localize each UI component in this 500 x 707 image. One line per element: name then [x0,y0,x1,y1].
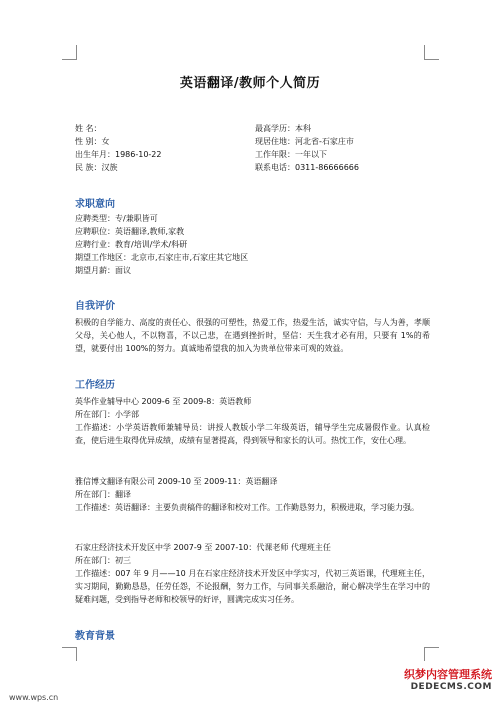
job-intent-block [75,212,430,277]
info-phone: 联系电话：0311-86666666 [255,163,359,172]
watermark-line2: DEDECMS.COM [410,682,492,692]
job-intent-line: 应聘行业：教育/培训/学术/科研 [75,240,188,249]
watermark-logo [388,668,492,692]
info-ethnicity: 民 族：汉族 [75,163,118,172]
section-title-job-intent: 求职意向 [75,199,115,210]
info-name: 姓 名： [75,124,102,133]
work-entry [75,541,430,606]
info-row [75,122,435,135]
work-dept: 所在部门：初三 [75,556,131,565]
job-intent-line: 应聘类型：专/兼职皆可 [75,214,158,223]
work-desc: 工作描述：英语翻译：主要负责稿件的翻译和校对工作。工作勤恳努力，积极进取，学习能力强。 [75,503,419,512]
job-intent-line: 期望月薪：面议 [75,266,131,275]
section-title-work: 工作经历 [75,380,115,391]
crop-mark-bottom-left [76,647,77,661]
info-residence: 现居住地：河北省-石家庄市 [255,137,354,146]
work-entry [75,475,430,514]
crop-mark-top-left [76,45,77,59]
crop-mark-bottom-right-h [424,647,439,648]
crop-mark-bottom-left-h [62,647,77,648]
work-entry [75,395,430,447]
work-heading: 英华作业辅导中心 2009-6 至 2009-8：英语教师 [75,397,252,406]
work-dept: 所在部门：翻译 [75,490,131,499]
crop-mark-top-left-h [62,59,77,60]
info-row [75,161,435,174]
work-dept: 所在部门：小学部 [75,410,139,419]
work-desc: 工作描述：007 年 9 月——10 月在石家庄经济技术开发区中学实习，代初三英语课，代理班主任，实习期间，勤勤恳恳，任劳任怨，不论报酬，努力工作，与同事关系融洽，耐心解决学生在学习中的疑难问题，受到指导老师和校领导的好评，圆满完成实习任务。 [75,569,430,604]
footer-url[interactable]: www.wps.cn [9,693,59,702]
crop-mark-top-right [424,45,425,59]
info-education: 最高学历：本科 [255,124,311,133]
work-heading: 石家庄经济技术开发区中学 2007-9 至 2007-10：代课老师 代理班主任 [75,543,331,552]
crop-mark-bottom-right [424,647,425,661]
self-eval-text: 积极的自学能力、高度的责任心、很强的可塑性，热爱工作，热爱生活，诚实守信，与人为善，孝顺父母，关心他人，不以物喜，不以己悲，在遇到挫折时，坚信：天生我才必有用，只要有 1%的希望，就要付出 100%的努力。真诚地希望我的加入为贵单位带来可观的效益。 [75,318,430,353]
basic-info [75,122,435,174]
crop-mark-top-right-h [424,59,439,60]
info-gender: 性 别：女 [75,137,110,146]
section-title-self-eval: 自我评价 [75,301,115,312]
watermark-line1: 织梦内容管理系统 [404,668,492,681]
page-title: 英语翻译/教师个人简历 [179,76,321,91]
job-intent-line: 应聘职位：英语翻译,教师,家教 [75,227,185,236]
info-row [75,135,435,148]
info-birth: 出生年月：1986-10-22 [75,150,162,159]
section-title-education: 教育背景 [75,631,115,642]
info-row [75,148,435,161]
info-experience: 工作年限：一年以下 [255,150,327,159]
work-desc: 工作描述：小学英语教师兼辅导员：讲授人教版小学二年级英语，辅导学生完成暑假作业。认真检查，使后进生取得优异成绩，成绩有显著提高，得到领导和家长的认可。热忱工作，安仕心理。 [75,423,430,445]
work-heading: 雅信博文翻译有限公司 2009-10 至 2009-11：英语翻译 [75,477,278,486]
job-intent-line: 期望工作地区：北京市,石家庄市,石家庄其它地区 [75,253,249,262]
